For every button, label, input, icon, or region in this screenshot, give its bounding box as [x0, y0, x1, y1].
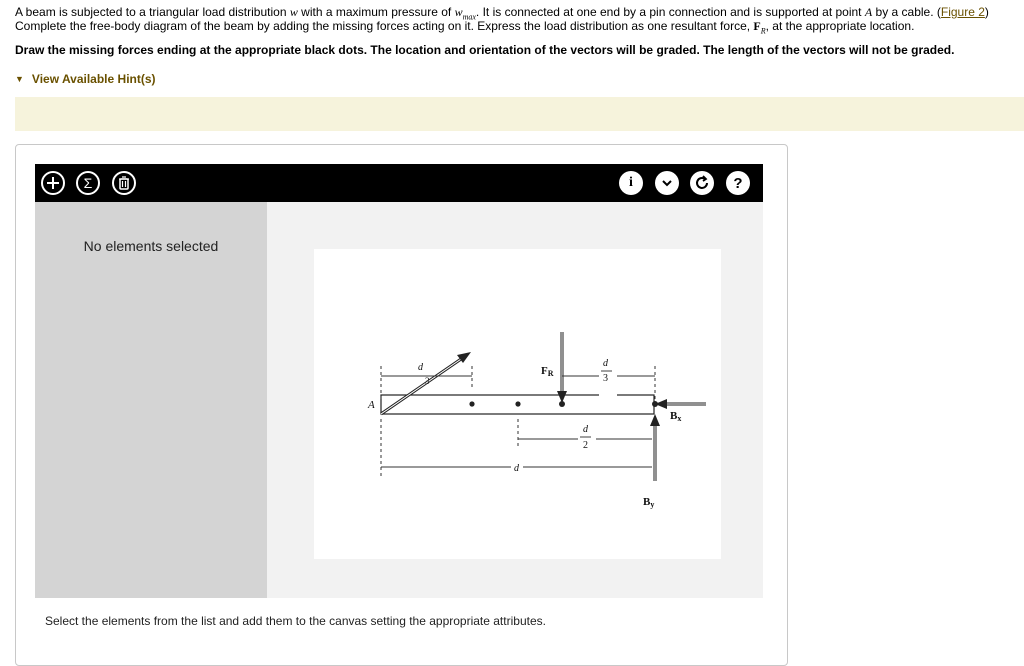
beam-figure: [314, 249, 721, 559]
plus-icon: [46, 176, 60, 190]
element-properties-panel: [35, 202, 267, 598]
bx-arrowhead: [655, 399, 667, 409]
force-endpoint-dot[interactable]: [469, 401, 474, 406]
view-hints-label: View Available Hint(s): [31, 72, 156, 86]
fbd-widget: [15, 144, 788, 666]
d3-numerator: d: [603, 358, 608, 369]
caret-down-icon: ▼: [15, 74, 24, 84]
instruction-text: Draw the missing forces ending at the appropriate black dots. The location and orientation of the vectors will be graded. The length of the vectors will not be graded.: [15, 43, 955, 57]
cable-label-d: d: [418, 362, 423, 373]
question-line-1: A beam is subjected to a triangular load distribution w with a maximum pressure of $w_{max}$. It is connected at one end by a pin connection and is supported at point A by a cable. (Figure 2): [15, 5, 989, 22]
d2-numerator: d: [583, 424, 588, 435]
info-button[interactable]: [619, 171, 643, 195]
sigma-icon: Σ: [83, 175, 93, 191]
chevron-down-icon: [661, 178, 673, 188]
force-endpoint-dot[interactable]: [515, 401, 520, 406]
help-button[interactable]: [726, 171, 750, 195]
hint-panel: [15, 97, 1024, 131]
reset-icon: [694, 175, 710, 191]
label-a: A: [368, 399, 375, 411]
dropdown-button[interactable]: [655, 171, 679, 195]
label-bx: Bx: [670, 410, 682, 423]
info-icon: i: [629, 175, 633, 190]
question-line-2: Complete the free-body diagram of the beam by adding the missing forces acting on it. Express the load distribution as one resultant force, $F_R$, at the appropriate location.: [15, 19, 915, 36]
reset-button[interactable]: [690, 171, 714, 195]
label-d: d: [514, 463, 519, 474]
add-button[interactable]: [41, 171, 65, 195]
status-message: Select the elements from the list and add them to the canvas setting the appropriate attributes.: [45, 614, 546, 628]
beam-diagram: [314, 249, 721, 559]
cable-label-3: 3: [425, 376, 430, 386]
trash-icon: [118, 176, 130, 190]
d3-denominator: 3: [603, 373, 608, 384]
figure-link[interactable]: Figure 2: [940, 5, 985, 19]
label-by: By: [643, 496, 655, 509]
label-fr: FR: [541, 365, 554, 378]
by-arrowhead: [650, 414, 660, 426]
d2-denominator: 2: [583, 440, 588, 451]
widget-toolbar: [35, 164, 763, 202]
frac-bg: [599, 366, 617, 396]
sum-button[interactable]: [76, 171, 100, 195]
delete-button[interactable]: [112, 171, 136, 195]
help-icon: ?: [733, 174, 743, 192]
view-hints-toggle[interactable]: [15, 72, 156, 86]
no-selection-text: No elements selected: [83, 238, 219, 254]
